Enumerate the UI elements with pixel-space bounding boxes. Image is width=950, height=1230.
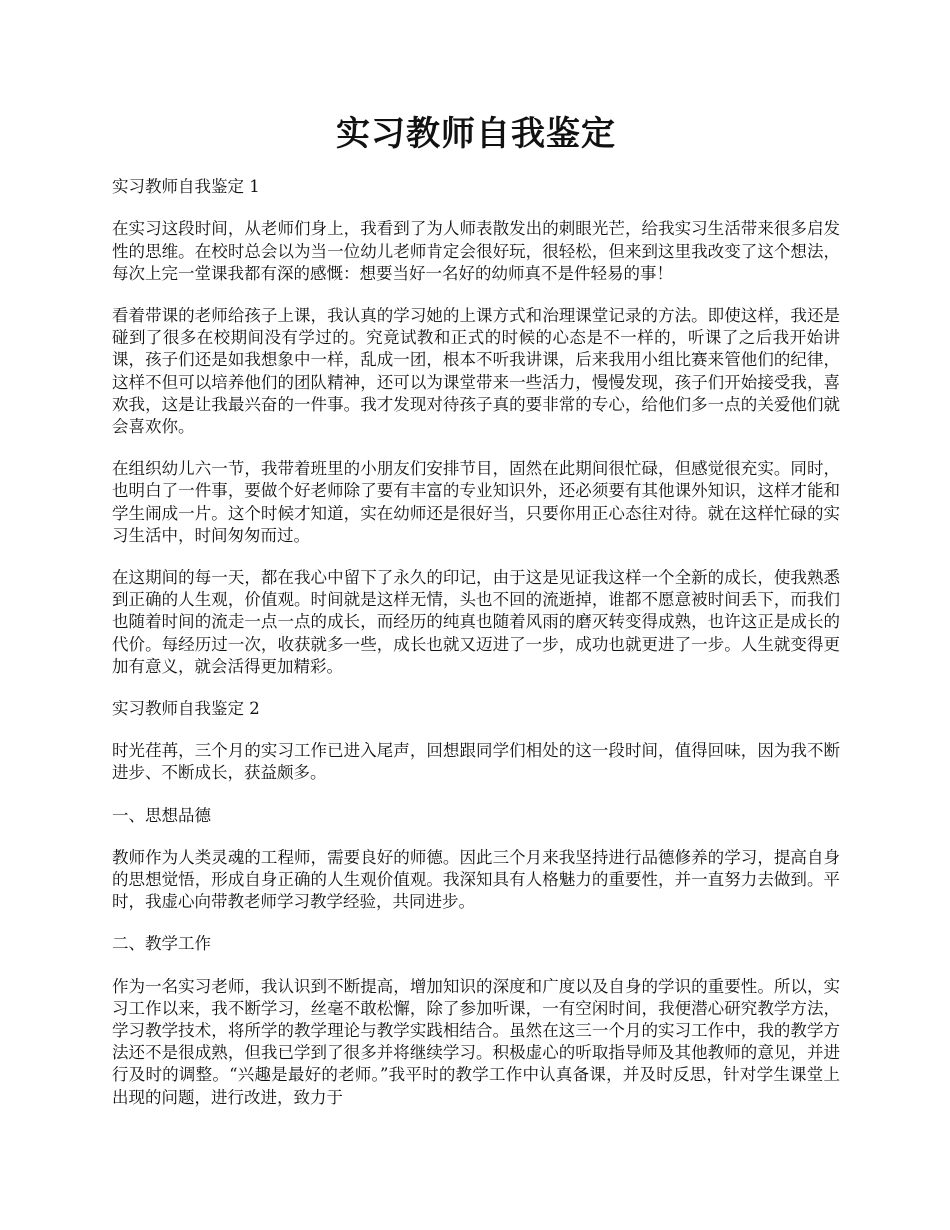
paragraph: 看着带课的老师给孩子上课，我认真的学习她的上课方式和治理课堂记录的方法。即使这样，我还是碰到了很多在校期间没有学过的。究竟试教和正式的时候的心态是不一样的，听课了之后我开始讲课，孩子们还是如我想象中一样，乱成一团，根本不听我讲课，后来我用小组比赛来管他们的纪律，这样不但可以培养他们的团队精神，还可以为课堂带来一些活力，慢慢发现，孩子们开始接受我，喜欢我，这是让我最兴奋的一件事。我才发现对待孩子真的要非常的专心，给他们多一点的关爱他们就会喜欢你。: [112, 306, 840, 437]
section-heading-1: 实习教师自我鉴定 1: [112, 177, 260, 197]
paragraph: 在这期间的每一天，都在我心中留下了永久的印记，由于这是见证我这样一个全新的成长，使我熟悉到正确的人生观，价值观。时间就是这样无情，头也不回的流逝掉，谁都不愿意被时间丢下，而我们也随着时间的流走一点一点的成长，而经历的纯真也随着风雨的磨灭转变得成熟，也许这正是成长的代价。每经历过一次，收获就多一些，成长也就又迈进了一步，成功也就更进了一步。人生就变得更加有意义，就会活得更加精彩。: [112, 568, 840, 676]
subheading-teaching: 二、教学工作: [112, 934, 211, 954]
subheading-ideology: 一、思想品德: [112, 805, 211, 825]
page-title: 实习教师自我鉴定: [336, 114, 616, 154]
paragraph: 教师作为人类灵魂的工程师，需要良好的师德。因此三个月来我坚持进行品德修养的学习，提高自身的思想觉悟，形成自身正确的人生观价值观。我深知具有人格魅力的重要性，并一直努力去做到。平时，我虚心向带教老师学习教学经验，共同进步。: [112, 847, 840, 912]
section-heading-2: 实习教师自我鉴定 2: [112, 699, 260, 719]
paragraph: 时光荏苒，三个月的实习工作已进入尾声，回想跟同学们相处的这一段时间，值得回味，因为我不断进步、不断成长，获益颇多。: [112, 741, 840, 783]
paragraph: 在组织幼儿六一节，我带着班里的小朋友们安排节目，固然在此期间很忙碌，但感觉很充实。同时，也明白了一件事，要做个好老师除了要有丰富的专业知识外，还必须要有其他课外知识，这样才能和学生闹成一片。这个时候才知道，实在幼师还是很好当，只要你用正心态往对待。就在这样忙碌的实习生活中，时间匆匆而过。: [112, 459, 840, 545]
paragraph: 作为一名实习老师，我认识到不断提高，增加知识的深度和广度以及自身的学识的重要性。所以，实习工作以来，我不断学习，丝毫不敢松懈，除了参加听课，一有空闲时间，我便潜心研究教学方法，学习教学技术，将所学的教学理论与教学实践相结合。虽然在这三一个月的实习工作中，我的教学方法还不是很成熟，但我已学到了很多并将继续学习。积极虚心的听取指导师及其他教师的意见，并进行及时的调整。“兴趣是最好的老师。”我平时的教学工作中认真备课，并及时反思，针对学生课堂上出现的问题，进行改进，致力于: [112, 976, 840, 1107]
paragraph: 在实习这段时间，从老师们身上，我看到了为人师表散发出的刺眼光芒，给我实习生活带来很多启发性的思维。在校时总会以为当一位幼儿老师肯定会很好玩，很轻松，但来到这里我改变了这个想法，每次上完一堂课我都有深的感慨：想要当好一名好的幼师真不是件轻易的事！: [112, 219, 840, 283]
